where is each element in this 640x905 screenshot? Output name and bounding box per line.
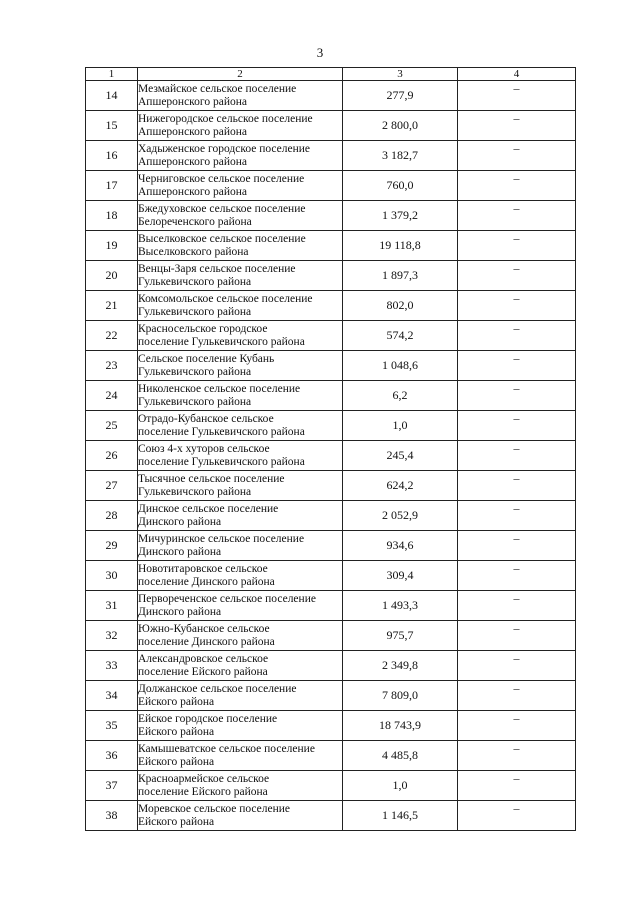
row-number: 14 <box>86 81 138 111</box>
settlement-name <box>138 231 343 261</box>
table-header-row <box>86 68 576 81</box>
column-4-value: – <box>458 591 576 621</box>
row-number: 20 <box>86 261 138 291</box>
settlement-name-line: Союз 4-х хуторов сельское <box>138 442 270 455</box>
table-body <box>86 81 576 831</box>
settlement-name-line: Гулькевичского района <box>138 275 252 288</box>
row-number: 37 <box>86 771 138 801</box>
settlement-name-line: Южно-Кубанское сельское <box>138 622 270 635</box>
table-row <box>86 231 576 261</box>
settlement-name <box>138 381 343 411</box>
settlement-name-line: Гулькевичского района <box>138 485 252 498</box>
table-row <box>86 801 576 831</box>
row-number: 33 <box>86 651 138 681</box>
row-number: 30 <box>86 561 138 591</box>
amount-value: 1 146,5 <box>343 801 458 831</box>
settlement-name-line: Новотитаровское сельское <box>138 562 268 575</box>
settlement-name-line: поселение Ейского района <box>138 665 268 678</box>
row-number: 15 <box>86 111 138 141</box>
data-table <box>85 67 576 831</box>
table-row <box>86 81 576 111</box>
settlement-name <box>138 471 343 501</box>
settlement-name <box>138 141 343 171</box>
settlement-name-line: поселение Гулькевичского района <box>138 455 305 468</box>
row-number: 35 <box>86 711 138 741</box>
page-number: 3 <box>316 45 324 60</box>
table-row <box>86 351 576 381</box>
table-row <box>86 321 576 351</box>
amount-value: 4 485,8 <box>343 741 458 771</box>
column-4-value: – <box>458 651 576 681</box>
column-4-value: – <box>458 801 576 831</box>
row-number: 34 <box>86 681 138 711</box>
amount-value: 245,4 <box>343 441 458 471</box>
settlement-name-line: Отрадо-Кубанское сельское <box>138 412 274 425</box>
amount-value: 18 743,9 <box>343 711 458 741</box>
column-4-value: – <box>458 111 576 141</box>
row-number: 21 <box>86 291 138 321</box>
column-header-1: 1 <box>86 68 138 81</box>
row-number: 28 <box>86 501 138 531</box>
settlement-name-line: поселение Гулькевичского района <box>138 425 305 438</box>
table-row <box>86 531 576 561</box>
table-row <box>86 621 576 651</box>
settlement-name-line: Ейского района <box>138 725 215 738</box>
table-row <box>86 261 576 291</box>
column-4-value: – <box>458 321 576 351</box>
amount-value: 1,0 <box>343 411 458 441</box>
amount-value: 975,7 <box>343 621 458 651</box>
column-4-value: – <box>458 141 576 171</box>
settlement-name <box>138 801 343 831</box>
settlement-name-line: Гулькевичского района <box>138 395 252 408</box>
settlement-name-line: Ейского района <box>138 695 215 708</box>
amount-value: 6,2 <box>343 381 458 411</box>
row-number: 26 <box>86 441 138 471</box>
settlement-name-line: Мичуринское сельское поселение <box>138 532 305 545</box>
settlement-name <box>138 561 343 591</box>
amount-value: 7 809,0 <box>343 681 458 711</box>
settlement-name <box>138 411 343 441</box>
amount-value: 1 379,2 <box>343 201 458 231</box>
amount-value: 1 897,3 <box>343 261 458 291</box>
table-row <box>86 651 576 681</box>
column-4-value: – <box>458 381 576 411</box>
column-header-3: 3 <box>343 68 458 81</box>
settlement-name-line: Динского района <box>138 545 222 558</box>
settlement-name-line: Ейского района <box>138 815 215 828</box>
amount-value: 309,4 <box>343 561 458 591</box>
settlement-name <box>138 171 343 201</box>
settlement-name-line: Выселковского района <box>138 245 249 258</box>
column-header-2: 2 <box>138 68 343 81</box>
amount-value: 1 048,6 <box>343 351 458 381</box>
amount-value: 574,2 <box>343 321 458 351</box>
table-row <box>86 171 576 201</box>
settlement-name <box>138 681 343 711</box>
settlement-name <box>138 201 343 231</box>
table-row <box>86 681 576 711</box>
column-4-value: – <box>458 561 576 591</box>
amount-value: 19 118,8 <box>343 231 458 261</box>
settlement-name-line: Динского района <box>138 515 222 528</box>
settlement-name-line: Нижегородское сельское поселение <box>138 112 313 125</box>
amount-value: 2 349,8 <box>343 651 458 681</box>
settlement-name-line: Красноармейское сельское <box>138 772 270 785</box>
settlement-name-line: Должанское сельское поселение <box>138 682 297 695</box>
column-4-value: – <box>458 441 576 471</box>
column-header-4: 4 <box>458 68 576 81</box>
settlement-name-line: поселение Динского района <box>138 575 275 588</box>
settlement-name-line: Комсомольское сельское поселение <box>138 292 313 305</box>
settlement-name-line: Тысячное сельское поселение <box>138 472 285 485</box>
settlement-name <box>138 321 343 351</box>
amount-value: 934,6 <box>343 531 458 561</box>
table-row <box>86 501 576 531</box>
row-number: 29 <box>86 531 138 561</box>
column-4-value: – <box>458 531 576 561</box>
settlement-name-line: Динское сельское поселение <box>138 502 279 515</box>
row-number: 31 <box>86 591 138 621</box>
settlement-name-line: Апшеронского района <box>138 125 248 138</box>
settlement-name-line: Гулькевичского района <box>138 305 252 318</box>
column-4-value: – <box>458 621 576 651</box>
table-row <box>86 741 576 771</box>
settlement-name-line: поселение Ейского района <box>138 785 268 798</box>
settlement-name-line: Ейское городское поселение <box>138 712 278 725</box>
column-4-value: – <box>458 291 576 321</box>
table-row <box>86 771 576 801</box>
settlement-name-line: Апшеронского района <box>138 95 248 108</box>
settlement-name <box>138 741 343 771</box>
column-4-value: – <box>458 201 576 231</box>
settlement-name-line: Бжедуховское сельское поселение <box>138 202 306 215</box>
row-number: 22 <box>86 321 138 351</box>
column-4-value: – <box>458 771 576 801</box>
settlement-name-line: Ейского района <box>138 755 215 768</box>
column-4-value: – <box>458 411 576 441</box>
settlement-name-line: Первореченское сельское поселение <box>138 592 316 605</box>
column-4-value: – <box>458 351 576 381</box>
amount-value: 277,9 <box>343 81 458 111</box>
row-number: 23 <box>86 351 138 381</box>
row-number: 36 <box>86 741 138 771</box>
amount-value: 1 493,3 <box>343 591 458 621</box>
settlement-name-line: Красносельское городское <box>138 322 268 335</box>
column-4-value: – <box>458 261 576 291</box>
row-number: 16 <box>86 141 138 171</box>
column-4-value: – <box>458 471 576 501</box>
settlement-name <box>138 711 343 741</box>
settlement-name <box>138 771 343 801</box>
column-4-value: – <box>458 681 576 711</box>
settlement-name-line: Черниговское сельское поселение <box>138 172 305 185</box>
amount-value: 624,2 <box>343 471 458 501</box>
settlement-name <box>138 651 343 681</box>
column-4-value: – <box>458 741 576 771</box>
settlement-name-line: Апшеронского района <box>138 155 248 168</box>
settlement-name-line: Белореченского района <box>138 215 252 228</box>
table-row <box>86 201 576 231</box>
table-row <box>86 111 576 141</box>
settlement-name-line: Венцы-Заря сельское поселение <box>138 262 296 275</box>
row-number: 38 <box>86 801 138 831</box>
row-number: 18 <box>86 201 138 231</box>
row-number: 25 <box>86 411 138 441</box>
column-4-value: – <box>458 501 576 531</box>
settlement-name <box>138 261 343 291</box>
column-4-value: – <box>458 171 576 201</box>
table-row <box>86 141 576 171</box>
amount-value: 3 182,7 <box>343 141 458 171</box>
table-row <box>86 471 576 501</box>
column-4-value: – <box>458 711 576 741</box>
settlement-name <box>138 441 343 471</box>
settlement-name-line: Мезмайское сельское поселение <box>138 82 297 95</box>
table-row <box>86 561 576 591</box>
amount-value: 802,0 <box>343 291 458 321</box>
table-row <box>86 441 576 471</box>
settlement-name-line: Камышеватское сельское поселение <box>138 742 315 755</box>
settlement-name <box>138 501 343 531</box>
table-row <box>86 291 576 321</box>
amount-value: 760,0 <box>343 171 458 201</box>
amount-value: 1,0 <box>343 771 458 801</box>
amount-value: 2 052,9 <box>343 501 458 531</box>
table-row <box>86 591 576 621</box>
settlement-name <box>138 81 343 111</box>
settlement-name-line: Апшеронского района <box>138 185 248 198</box>
column-4-value: – <box>458 231 576 261</box>
settlement-name <box>138 531 343 561</box>
settlement-name-line: Александровское сельское <box>138 652 269 665</box>
settlement-name-line: Моревское сельское поселение <box>138 802 290 815</box>
settlement-name-line: Сельское поселение Кубань <box>138 352 275 365</box>
amount-value: 2 800,0 <box>343 111 458 141</box>
settlement-name <box>138 351 343 381</box>
row-number: 32 <box>86 621 138 651</box>
row-number: 24 <box>86 381 138 411</box>
settlement-name-line: Выселковское сельское поселение <box>138 232 306 245</box>
settlement-name <box>138 621 343 651</box>
settlement-name-line: Николенское сельское поселение <box>138 382 301 395</box>
settlement-name <box>138 111 343 141</box>
settlement-name-line: Гулькевичского района <box>138 365 252 378</box>
row-number: 19 <box>86 231 138 261</box>
table-row <box>86 411 576 441</box>
settlement-name-line: Динского района <box>138 605 222 618</box>
row-number: 17 <box>86 171 138 201</box>
settlement-name <box>138 591 343 621</box>
table-row <box>86 381 576 411</box>
settlement-name-line: Хадыженское городское поселение <box>138 142 310 155</box>
table-row <box>86 711 576 741</box>
settlement-name <box>138 291 343 321</box>
column-4-value: – <box>458 81 576 111</box>
settlement-name-line: поселение Динского района <box>138 635 275 648</box>
row-number: 27 <box>86 471 138 501</box>
settlement-name-line: поселение Гулькевичского района <box>138 335 305 348</box>
